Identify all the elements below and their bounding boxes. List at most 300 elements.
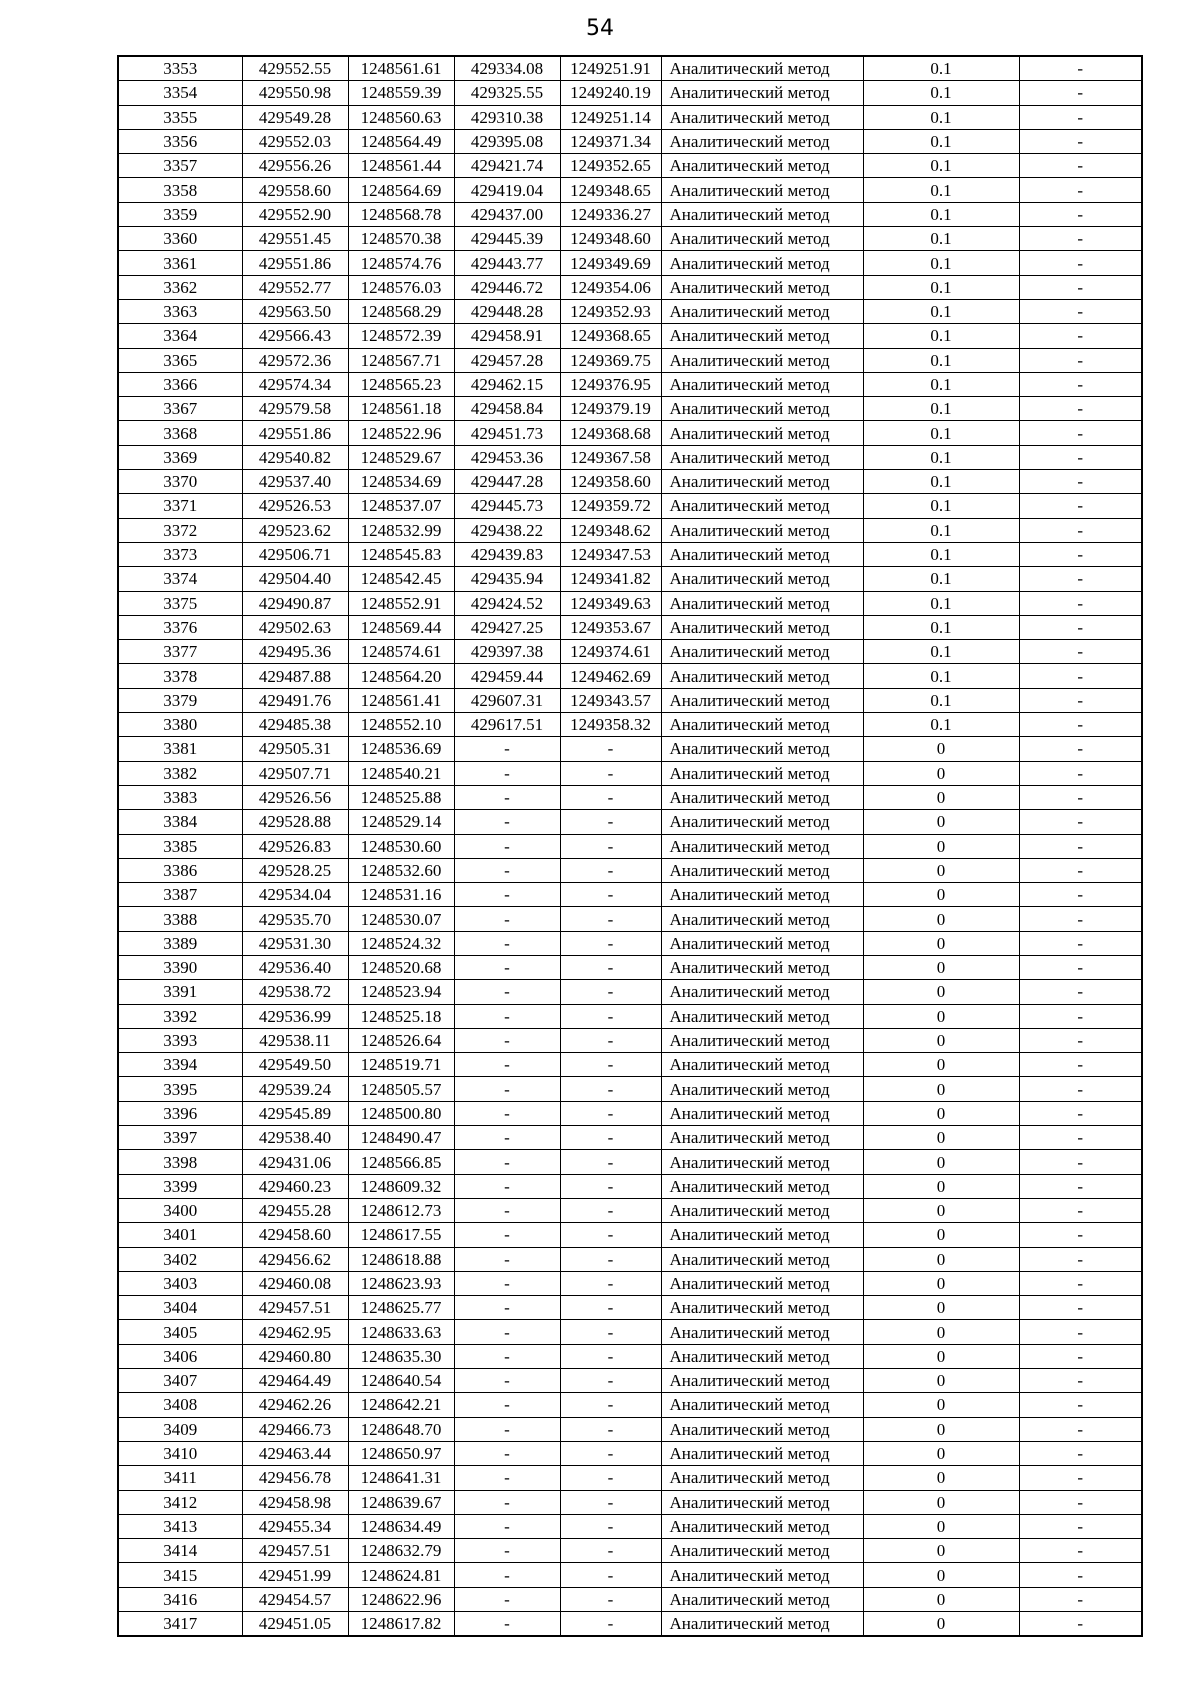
accuracy-cell: 0 [863, 1587, 1019, 1611]
x2-coordinate-cell: 429457.28 [454, 348, 560, 372]
y2-coordinate-cell: 1249336.27 [560, 202, 661, 226]
y2-coordinate-cell: - [560, 907, 661, 931]
table-row [118, 251, 1142, 275]
note-cell: - [1019, 1150, 1142, 1174]
x-coordinate-cell: 429540.82 [242, 445, 348, 469]
point-number-cell: 3369 [118, 445, 242, 469]
method-cell: Аналитический метод [661, 518, 863, 542]
x-coordinate-cell: 429504.40 [242, 567, 348, 591]
y2-coordinate-cell: - [560, 1004, 661, 1028]
x2-coordinate-cell: 429421.74 [454, 154, 560, 178]
y2-coordinate-cell: 1249343.57 [560, 688, 661, 712]
y-coordinate-cell: 1248531.16 [348, 883, 454, 907]
x2-coordinate-cell: 429437.00 [454, 202, 560, 226]
x2-coordinate-cell: - [454, 810, 560, 834]
y-coordinate-cell: 1248561.61 [348, 56, 454, 81]
point-number-cell: 3373 [118, 542, 242, 566]
y-coordinate-cell: 1248570.38 [348, 227, 454, 251]
accuracy-cell: 0 [863, 1077, 1019, 1101]
y2-coordinate-cell: 1249354.06 [560, 275, 661, 299]
x2-coordinate-cell: 429334.08 [454, 56, 560, 81]
accuracy-cell: 0 [863, 761, 1019, 785]
accuracy-cell: 0.1 [863, 202, 1019, 226]
y2-coordinate-cell: - [560, 1441, 661, 1465]
accuracy-cell: 0.1 [863, 299, 1019, 323]
x2-coordinate-cell: - [454, 1369, 560, 1393]
accuracy-cell: 0 [863, 1393, 1019, 1417]
x2-coordinate-cell: 429453.36 [454, 445, 560, 469]
y-coordinate-cell: 1248622.96 [348, 1587, 454, 1611]
x2-coordinate-cell: - [454, 1247, 560, 1271]
y-coordinate-cell: 1248559.39 [348, 81, 454, 105]
method-cell: Аналитический метод [661, 1417, 863, 1441]
x2-coordinate-cell: 429395.08 [454, 129, 560, 153]
y2-coordinate-cell: 1249348.65 [560, 178, 661, 202]
table-row [118, 105, 1142, 129]
accuracy-cell: 0 [863, 883, 1019, 907]
x-coordinate-cell: 429490.87 [242, 591, 348, 615]
table-row [118, 1539, 1142, 1563]
point-number-cell: 3379 [118, 688, 242, 712]
y-coordinate-cell: 1248640.54 [348, 1369, 454, 1393]
note-cell: - [1019, 1587, 1142, 1611]
x2-coordinate-cell: 429607.31 [454, 688, 560, 712]
point-number-cell: 3399 [118, 1174, 242, 1198]
x-coordinate-cell: 429456.62 [242, 1247, 348, 1271]
y2-coordinate-cell: 1249371.34 [560, 129, 661, 153]
x-coordinate-cell: 429563.50 [242, 299, 348, 323]
table-row [118, 785, 1142, 809]
accuracy-cell: 0 [863, 1198, 1019, 1222]
table-row [118, 1369, 1142, 1393]
x-coordinate-cell: 429460.80 [242, 1344, 348, 1368]
x-coordinate-cell: 429431.06 [242, 1150, 348, 1174]
method-cell: Аналитический метод [661, 1223, 863, 1247]
method-cell: Аналитический метод [661, 737, 863, 761]
x-coordinate-cell: 429551.86 [242, 421, 348, 445]
x-coordinate-cell: 429507.71 [242, 761, 348, 785]
x2-coordinate-cell: - [454, 1344, 560, 1368]
accuracy-cell: 0 [863, 907, 1019, 931]
note-cell: - [1019, 1296, 1142, 1320]
y-coordinate-cell: 1248523.94 [348, 980, 454, 1004]
table-row [118, 1563, 1142, 1587]
point-number-cell: 3416 [118, 1587, 242, 1611]
table-row [118, 1247, 1142, 1271]
note-cell: - [1019, 785, 1142, 809]
point-number-cell: 3367 [118, 397, 242, 421]
note-cell: - [1019, 980, 1142, 1004]
x-coordinate-cell: 429495.36 [242, 640, 348, 664]
accuracy-cell: 0 [863, 1271, 1019, 1295]
x2-coordinate-cell: 429451.73 [454, 421, 560, 445]
y2-coordinate-cell: 1249374.61 [560, 640, 661, 664]
method-cell: Аналитический метод [661, 56, 863, 81]
y2-coordinate-cell: 1249379.19 [560, 397, 661, 421]
y2-coordinate-cell: 1249348.62 [560, 518, 661, 542]
y2-coordinate-cell: - [560, 1296, 661, 1320]
table-row [118, 1223, 1142, 1247]
y2-coordinate-cell: 1249358.60 [560, 470, 661, 494]
x2-coordinate-cell: - [454, 785, 560, 809]
accuracy-cell: 0.1 [863, 81, 1019, 105]
method-cell: Аналитический метод [661, 1369, 863, 1393]
note-cell: - [1019, 1077, 1142, 1101]
table-row [118, 227, 1142, 251]
method-cell: Аналитический метод [661, 1393, 863, 1417]
method-cell: Аналитический метод [661, 202, 863, 226]
accuracy-cell: 0.1 [863, 567, 1019, 591]
method-cell: Аналитический метод [661, 591, 863, 615]
point-number-cell: 3359 [118, 202, 242, 226]
accuracy-cell: 0.1 [863, 227, 1019, 251]
method-cell: Аналитический метод [661, 1539, 863, 1563]
point-number-cell: 3414 [118, 1539, 242, 1563]
x2-coordinate-cell: - [454, 1514, 560, 1538]
method-cell: Аналитический метод [661, 445, 863, 469]
y-coordinate-cell: 1248650.97 [348, 1441, 454, 1465]
accuracy-cell: 0 [863, 1004, 1019, 1028]
accuracy-cell: 0 [863, 1150, 1019, 1174]
y2-coordinate-cell: - [560, 1539, 661, 1563]
method-cell: Аналитический метод [661, 275, 863, 299]
point-number-cell: 3374 [118, 567, 242, 591]
point-number-cell: 3363 [118, 299, 242, 323]
point-number-cell: 3353 [118, 56, 242, 81]
note-cell: - [1019, 1004, 1142, 1028]
x-coordinate-cell: 429556.26 [242, 154, 348, 178]
table-row [118, 275, 1142, 299]
accuracy-cell: 0 [863, 931, 1019, 955]
accuracy-cell: 0.1 [863, 542, 1019, 566]
y-coordinate-cell: 1248634.49 [348, 1514, 454, 1538]
method-cell: Аналитический метод [661, 785, 863, 809]
method-cell: Аналитический метод [661, 178, 863, 202]
y-coordinate-cell: 1248572.39 [348, 324, 454, 348]
note-cell: - [1019, 251, 1142, 275]
method-cell: Аналитический метод [661, 494, 863, 518]
x2-coordinate-cell: 429435.94 [454, 567, 560, 591]
table-row [118, 397, 1142, 421]
y-coordinate-cell: 1248561.18 [348, 397, 454, 421]
x2-coordinate-cell: - [454, 1441, 560, 1465]
method-cell: Аналитический метод [661, 1174, 863, 1198]
point-number-cell: 3409 [118, 1417, 242, 1441]
point-number-cell: 3402 [118, 1247, 242, 1271]
note-cell: - [1019, 1612, 1142, 1637]
method-cell: Аналитический метод [661, 1126, 863, 1150]
point-number-cell: 3388 [118, 907, 242, 931]
y2-coordinate-cell: - [560, 980, 661, 1004]
y2-coordinate-cell: - [560, 1223, 661, 1247]
y-coordinate-cell: 1248560.63 [348, 105, 454, 129]
x2-coordinate-cell: - [454, 1126, 560, 1150]
accuracy-cell: 0 [863, 980, 1019, 1004]
accuracy-cell: 0 [863, 1344, 1019, 1368]
x-coordinate-cell: 429552.55 [242, 56, 348, 81]
table-row [118, 810, 1142, 834]
note-cell: - [1019, 1174, 1142, 1198]
x-coordinate-cell: 429451.99 [242, 1563, 348, 1587]
table-row [118, 883, 1142, 907]
y2-coordinate-cell: 1249352.65 [560, 154, 661, 178]
y2-coordinate-cell: - [560, 1466, 661, 1490]
accuracy-cell: 0 [863, 834, 1019, 858]
method-cell: Аналитический метод [661, 1514, 863, 1538]
note-cell: - [1019, 275, 1142, 299]
method-cell: Аналитический метод [661, 105, 863, 129]
y-coordinate-cell: 1248564.69 [348, 178, 454, 202]
x-coordinate-cell: 429462.26 [242, 1393, 348, 1417]
point-number-cell: 3411 [118, 1466, 242, 1490]
y2-coordinate-cell: - [560, 1247, 661, 1271]
table-row [118, 470, 1142, 494]
accuracy-cell: 0 [863, 1490, 1019, 1514]
point-number-cell: 3381 [118, 737, 242, 761]
note-cell: - [1019, 1514, 1142, 1538]
point-number-cell: 3393 [118, 1028, 242, 1052]
y2-coordinate-cell: 1249462.69 [560, 664, 661, 688]
y-coordinate-cell: 1248561.41 [348, 688, 454, 712]
x2-coordinate-cell: - [454, 1539, 560, 1563]
table-row [118, 1077, 1142, 1101]
x-coordinate-cell: 429460.23 [242, 1174, 348, 1198]
x-coordinate-cell: 429462.95 [242, 1320, 348, 1344]
x-coordinate-cell: 429535.70 [242, 907, 348, 931]
x2-coordinate-cell: - [454, 1563, 560, 1587]
method-cell: Аналитический метод [661, 907, 863, 931]
accuracy-cell: 0 [863, 1441, 1019, 1465]
table-row [118, 567, 1142, 591]
y2-coordinate-cell: - [560, 1563, 661, 1587]
y2-coordinate-cell: 1249251.14 [560, 105, 661, 129]
y2-coordinate-cell: - [560, 955, 661, 979]
point-number-cell: 3387 [118, 883, 242, 907]
x-coordinate-cell: 429451.05 [242, 1612, 348, 1637]
x2-coordinate-cell: - [454, 1028, 560, 1052]
method-cell: Аналитический метод [661, 883, 863, 907]
x-coordinate-cell: 429526.56 [242, 785, 348, 809]
x-coordinate-cell: 429551.45 [242, 227, 348, 251]
y-coordinate-cell: 1248545.83 [348, 542, 454, 566]
table-row [118, 955, 1142, 979]
x2-coordinate-cell: 429310.38 [454, 105, 560, 129]
method-cell: Аналитический метод [661, 1247, 863, 1271]
table-row [118, 372, 1142, 396]
accuracy-cell: 0.1 [863, 324, 1019, 348]
x-coordinate-cell: 429574.34 [242, 372, 348, 396]
x-coordinate-cell: 429455.28 [242, 1198, 348, 1222]
method-cell: Аналитический метод [661, 324, 863, 348]
y2-coordinate-cell: - [560, 1344, 661, 1368]
table-row [118, 1587, 1142, 1611]
point-number-cell: 3355 [118, 105, 242, 129]
y2-coordinate-cell: - [560, 1101, 661, 1125]
x-coordinate-cell: 429463.44 [242, 1441, 348, 1465]
point-number-cell: 3357 [118, 154, 242, 178]
method-cell: Аналитический метод [661, 154, 863, 178]
y2-coordinate-cell: - [560, 785, 661, 809]
accuracy-cell: 0.1 [863, 56, 1019, 81]
table-row [118, 542, 1142, 566]
note-cell: - [1019, 1466, 1142, 1490]
y2-coordinate-cell: - [560, 1077, 661, 1101]
y2-coordinate-cell: 1249251.91 [560, 56, 661, 81]
y-coordinate-cell: 1248490.47 [348, 1126, 454, 1150]
y2-coordinate-cell: - [560, 1587, 661, 1611]
note-cell: - [1019, 591, 1142, 615]
accuracy-cell: 0.1 [863, 105, 1019, 129]
table-row [118, 1441, 1142, 1465]
method-cell: Аналитический метод [661, 1028, 863, 1052]
y2-coordinate-cell: - [560, 858, 661, 882]
point-number-cell: 3397 [118, 1126, 242, 1150]
point-number-cell: 3395 [118, 1077, 242, 1101]
x2-coordinate-cell: 429445.73 [454, 494, 560, 518]
y-coordinate-cell: 1248552.10 [348, 713, 454, 737]
x2-coordinate-cell: - [454, 1490, 560, 1514]
table-row [118, 1490, 1142, 1514]
point-number-cell: 3354 [118, 81, 242, 105]
table-row [118, 834, 1142, 858]
method-cell: Аналитический метод [661, 931, 863, 955]
y-coordinate-cell: 1248569.44 [348, 615, 454, 639]
accuracy-cell: 0 [863, 1028, 1019, 1052]
table-row [118, 324, 1142, 348]
point-number-cell: 3383 [118, 785, 242, 809]
table-row [118, 980, 1142, 1004]
x-coordinate-cell: 429456.78 [242, 1466, 348, 1490]
y-coordinate-cell: 1248574.76 [348, 251, 454, 275]
note-cell: - [1019, 834, 1142, 858]
method-cell: Аналитический метод [661, 1150, 863, 1174]
y2-coordinate-cell: 1249367.58 [560, 445, 661, 469]
x-coordinate-cell: 429552.77 [242, 275, 348, 299]
method-cell: Аналитический метод [661, 1466, 863, 1490]
note-cell: - [1019, 955, 1142, 979]
point-number-cell: 3380 [118, 713, 242, 737]
method-cell: Аналитический метод [661, 421, 863, 445]
note-cell: - [1019, 299, 1142, 323]
note-cell: - [1019, 1344, 1142, 1368]
y-coordinate-cell: 1248568.78 [348, 202, 454, 226]
accuracy-cell: 0.1 [863, 494, 1019, 518]
point-number-cell: 3403 [118, 1271, 242, 1295]
method-cell: Аналитический метод [661, 615, 863, 639]
point-number-cell: 3368 [118, 421, 242, 445]
accuracy-cell: 0 [863, 785, 1019, 809]
x2-coordinate-cell: - [454, 955, 560, 979]
y2-coordinate-cell: - [560, 761, 661, 785]
accuracy-cell: 0.1 [863, 348, 1019, 372]
y2-coordinate-cell: - [560, 931, 661, 955]
method-cell: Аналитический метод [661, 1563, 863, 1587]
y-coordinate-cell: 1248526.64 [348, 1028, 454, 1052]
accuracy-cell: 0 [863, 1247, 1019, 1271]
x2-coordinate-cell: - [454, 1466, 560, 1490]
note-cell: - [1019, 931, 1142, 955]
note-cell: - [1019, 688, 1142, 712]
note-cell: - [1019, 1539, 1142, 1563]
y-coordinate-cell: 1248505.57 [348, 1077, 454, 1101]
x-coordinate-cell: 429523.62 [242, 518, 348, 542]
y-coordinate-cell: 1248625.77 [348, 1296, 454, 1320]
note-cell: - [1019, 445, 1142, 469]
y2-coordinate-cell: - [560, 1174, 661, 1198]
accuracy-cell: 0.1 [863, 615, 1019, 639]
x2-coordinate-cell: - [454, 931, 560, 955]
x2-coordinate-cell: - [454, 1296, 560, 1320]
table-row [118, 713, 1142, 737]
note-cell: - [1019, 81, 1142, 105]
table-row [118, 591, 1142, 615]
point-number-cell: 3390 [118, 955, 242, 979]
table-row [118, 615, 1142, 639]
table-row [118, 688, 1142, 712]
x2-coordinate-cell: - [454, 1174, 560, 1198]
point-number-cell: 3417 [118, 1612, 242, 1637]
table-row [118, 1296, 1142, 1320]
y2-coordinate-cell: - [560, 1417, 661, 1441]
y2-coordinate-cell: - [560, 1612, 661, 1637]
accuracy-cell: 0.1 [863, 421, 1019, 445]
accuracy-cell: 0 [863, 1563, 1019, 1587]
table-row [118, 1028, 1142, 1052]
x-coordinate-cell: 429454.57 [242, 1587, 348, 1611]
y2-coordinate-cell: - [560, 1150, 661, 1174]
y-coordinate-cell: 1248633.63 [348, 1320, 454, 1344]
point-number-cell: 3382 [118, 761, 242, 785]
method-cell: Аналитический метод [661, 1441, 863, 1465]
accuracy-cell: 0.1 [863, 713, 1019, 737]
y-coordinate-cell: 1248568.29 [348, 299, 454, 323]
note-cell: - [1019, 1126, 1142, 1150]
table-row [118, 737, 1142, 761]
x-coordinate-cell: 429464.49 [242, 1369, 348, 1393]
table-row [118, 154, 1142, 178]
accuracy-cell: 0.1 [863, 397, 1019, 421]
point-number-cell: 3362 [118, 275, 242, 299]
point-number-cell: 3385 [118, 834, 242, 858]
method-cell: Аналитический метод [661, 640, 863, 664]
table-row [118, 81, 1142, 105]
method-cell: Аналитический метод [661, 542, 863, 566]
note-cell: - [1019, 494, 1142, 518]
point-number-cell: 3370 [118, 470, 242, 494]
method-cell: Аналитический метод [661, 1271, 863, 1295]
note-cell: - [1019, 1393, 1142, 1417]
accuracy-cell: 0 [863, 1053, 1019, 1077]
x2-coordinate-cell: - [454, 834, 560, 858]
note-cell: - [1019, 421, 1142, 445]
accuracy-cell: 0 [863, 1417, 1019, 1441]
point-number-cell: 3364 [118, 324, 242, 348]
method-cell: Аналитический метод [661, 1344, 863, 1368]
x-coordinate-cell: 429538.40 [242, 1126, 348, 1150]
note-cell: - [1019, 227, 1142, 251]
x-coordinate-cell: 429458.60 [242, 1223, 348, 1247]
y-coordinate-cell: 1248540.21 [348, 761, 454, 785]
point-number-cell: 3415 [118, 1563, 242, 1587]
note-cell: - [1019, 810, 1142, 834]
y2-coordinate-cell: 1249341.82 [560, 567, 661, 591]
y-coordinate-cell: 1248567.71 [348, 348, 454, 372]
x2-coordinate-cell: 429439.83 [454, 542, 560, 566]
table-row [118, 761, 1142, 785]
y-coordinate-cell: 1248623.93 [348, 1271, 454, 1295]
point-number-cell: 3384 [118, 810, 242, 834]
y2-coordinate-cell: 1249349.63 [560, 591, 661, 615]
